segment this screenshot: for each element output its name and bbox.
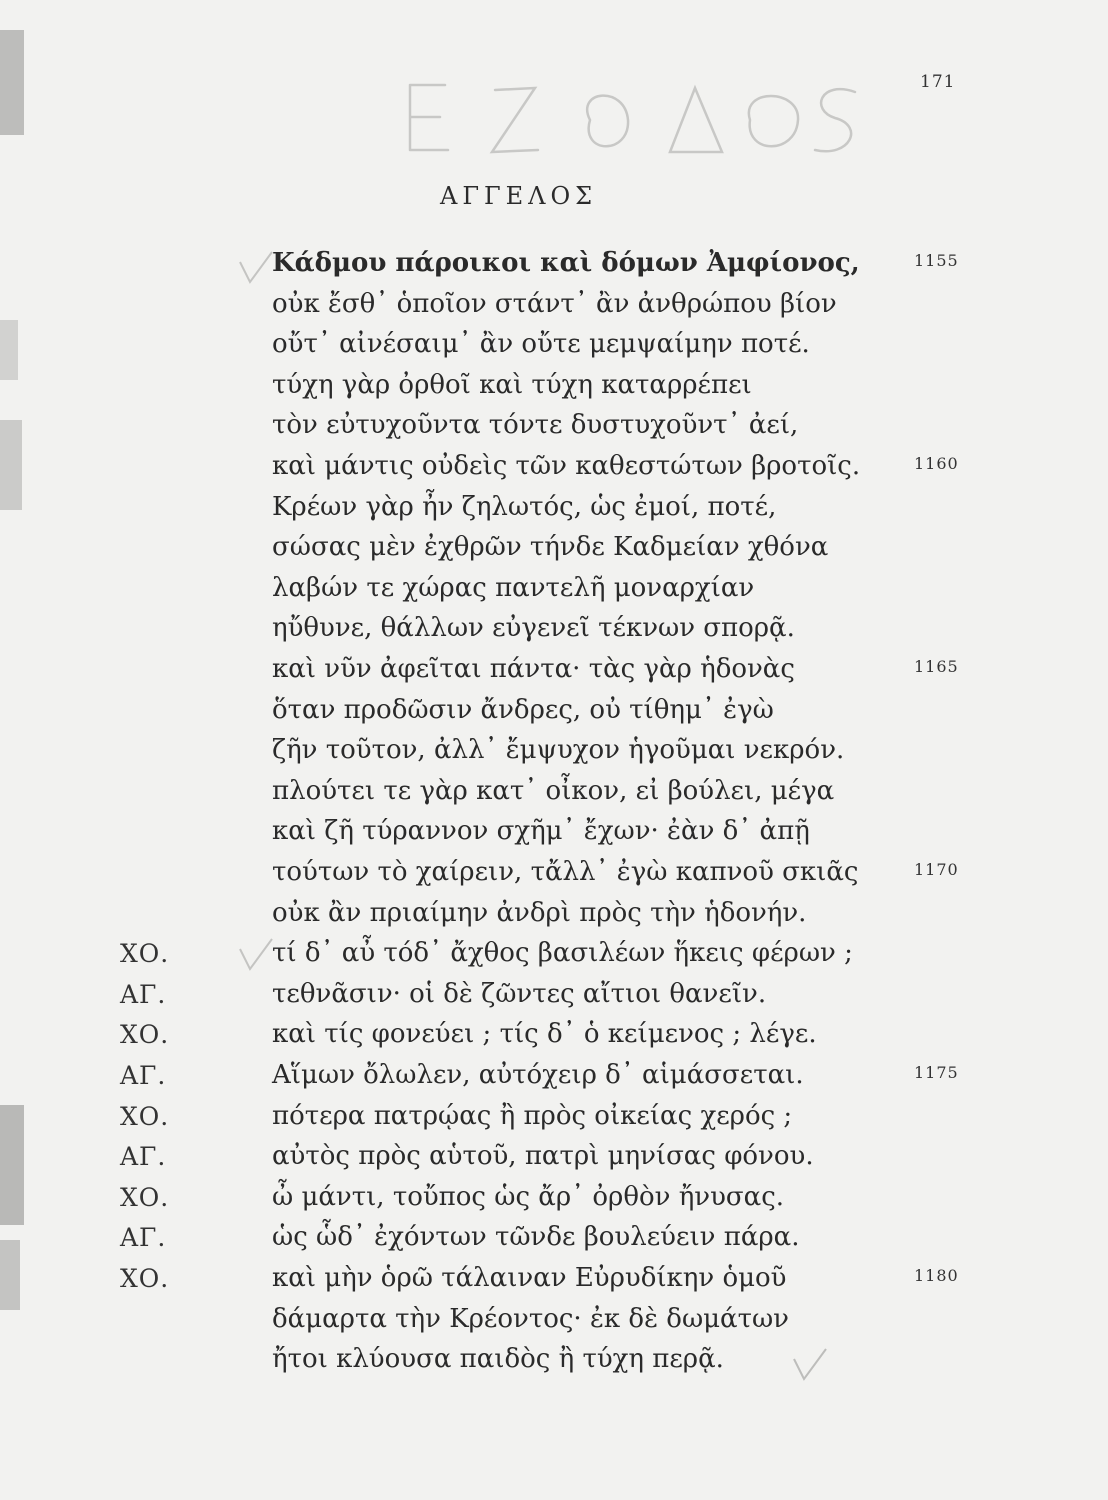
line-number: 1170	[914, 860, 959, 879]
verse-line	[0, 1218, 1108, 1256]
verse-text: οὔτ᾽ αἰνέσαιμ᾽ ἂν οὔτε μεμψαίμην ποτέ.	[272, 329, 810, 359]
verse-text: καὶ τίς φονεύει ; τίς δ᾽ ὁ κείμενος ; λέγε.	[272, 1019, 817, 1049]
verse-line	[0, 853, 1108, 891]
verse-line	[0, 1178, 1108, 1216]
speaker-label: ΑΓ.	[120, 1142, 167, 1171]
verse-text: ὅταν προδῶσιν ἄνδρες, οὐ τίθημ᾽ ἐγὼ	[272, 695, 774, 725]
verse-text: ζῆν τοῦτον, ἀλλ᾽ ἔμψυχον ἡγοῦμαι νεκρόν.	[272, 735, 845, 765]
verse-line	[0, 975, 1108, 1013]
verse-text: καὶ νῦν ἀφεῖται πάντα· τὰς γὰρ ἡδονὰς	[272, 654, 795, 684]
verse-line	[0, 934, 1108, 972]
verse-line	[0, 1340, 1108, 1378]
speaker-label: ΑΓ.	[120, 980, 167, 1009]
verse-text: τούτων τὸ χαίρειν, τἄλλ᾽ ἐγὼ καπνοῦ σκιᾶς	[272, 857, 859, 887]
speaker-heading: ΑΓΓΕΛΟΣ	[440, 182, 598, 210]
verse-text: καὶ ζῆ τύραννον σχῆμ᾽ ἔχων· ἐὰν δ᾽ ἀπῇ	[272, 816, 810, 846]
verse-text: δάμαρτα τὴν Κρέοντος· ἐκ δὲ δωμάτων	[272, 1304, 789, 1334]
line-number: 1175	[914, 1063, 959, 1082]
verse-line	[0, 244, 1108, 282]
line-number: 1180	[914, 1266, 959, 1285]
line-number: 1155	[914, 251, 959, 270]
verse-text: οὐκ ἔσθ᾽ ὁποῖον στάντ᾽ ἂν ἀνθρώπου βίον	[272, 289, 837, 319]
check-mark-icon	[790, 1345, 830, 1385]
speaker-label: ΧΟ.	[120, 1183, 170, 1212]
verse-line	[0, 1015, 1108, 1053]
verse-text: τί δ᾽ αὖ τόδ᾽ ἄχθος βασιλέων ἥκεις φέρων ;	[272, 938, 853, 968]
verse-line	[0, 366, 1108, 404]
verse-line	[0, 569, 1108, 607]
verse-text: καὶ μὴν ὁρῶ τάλαιναν Εὐρυδίκην ὁμοῦ	[272, 1263, 787, 1293]
line-number: 1160	[914, 454, 959, 473]
verse-text: τύχη γὰρ ὀρθοῖ καὶ τύχη καταρρέπει	[272, 370, 752, 400]
verse-line	[0, 488, 1108, 526]
verse-line	[0, 609, 1108, 647]
verse-text: αὐτὸς πρὸς αὑτοῦ, πατρὶ μηνίσας φόνου.	[272, 1141, 814, 1171]
page-number: 171	[920, 72, 956, 92]
verse-line	[0, 650, 1108, 688]
verse-line	[0, 772, 1108, 810]
verse-text: πότερα πατρῴας ἢ πρὸς οἰκείας χερός ;	[272, 1101, 793, 1131]
verse-text: ἤτοι κλύουσα παιδὸς ἢ τύχη περᾷ.	[272, 1344, 724, 1374]
verse-line	[0, 1137, 1108, 1175]
verse-text: Αἵμων ὄλωλεν, αὐτόχειρ δ᾽ αἱμάσσεται.	[272, 1060, 804, 1090]
speaker-label: ΧΟ.	[120, 1102, 170, 1131]
verse-line	[0, 691, 1108, 729]
verse-text: Κάδμου πάροικοι καὶ δόμων Ἀμφίονος,	[272, 248, 860, 278]
verse-text: τὸν εὐτυχοῦντα τόντε δυστυχοῦντ᾽ ἀεί,	[272, 410, 799, 440]
verse-line	[0, 812, 1108, 850]
check-mark-icon	[236, 935, 276, 975]
verse-text: τεθνᾶσιν· οἱ δὲ ζῶντες αἴτιοι θανεῖν.	[272, 979, 767, 1009]
speaker-label: ΧΟ.	[120, 1020, 170, 1049]
verse-line	[0, 406, 1108, 444]
verse-line	[0, 447, 1108, 485]
pencil-annotation-exodos	[400, 70, 870, 160]
verse-line	[0, 731, 1108, 769]
verse-text: πλούτει τε γὰρ κατ᾽ οἶκον, εἰ βούλει, μέγα	[272, 776, 835, 806]
speaker-label: ΑΓ.	[120, 1223, 167, 1252]
verse-text: ὡς ὧδ᾽ ἐχόντων τῶνδε βουλεύειν πάρα.	[272, 1222, 800, 1252]
speaker-label: ΧΟ.	[120, 939, 170, 968]
verse-text: ηὔθυνε, θάλλων εὐγενεῖ τέκνων σπορᾷ.	[272, 613, 795, 643]
line-number: 1165	[914, 657, 959, 676]
verse-line	[0, 1259, 1108, 1297]
speaker-label: ΑΓ.	[120, 1061, 167, 1090]
verse-line	[0, 1300, 1108, 1338]
verse-text: σώσας μὲν ἐχθρῶν τήνδε Καδμείαν χθόνα	[272, 532, 829, 562]
verse-line	[0, 1056, 1108, 1094]
verse-text: ὦ μάντι, τοὔπος ὡς ἄρ᾽ ὀρθὸν ἤνυσας.	[272, 1182, 785, 1212]
speaker-label: ΧΟ.	[120, 1264, 170, 1293]
verse-text: Κρέων γὰρ ἦν ζηλωτός, ὡς ἐμοί, ποτέ,	[272, 492, 777, 522]
verse-line	[0, 285, 1108, 323]
verse-text: καὶ μάντις οὐδεὶς τῶν καθεστώτων βροτοῖς.	[272, 451, 861, 481]
verse-line	[0, 894, 1108, 932]
check-mark-icon	[236, 248, 276, 288]
verse-line	[0, 528, 1108, 566]
verse-line	[0, 1097, 1108, 1135]
verse-text: λαβών τε χώρας παντελῆ μοναρχίαν	[272, 573, 755, 603]
tape-strip	[0, 30, 24, 135]
verse-text: οὐκ ἂν πριαίμην ἀνδρὶ πρὸς τὴν ἡδονήν.	[272, 898, 807, 928]
verse-line	[0, 325, 1108, 363]
